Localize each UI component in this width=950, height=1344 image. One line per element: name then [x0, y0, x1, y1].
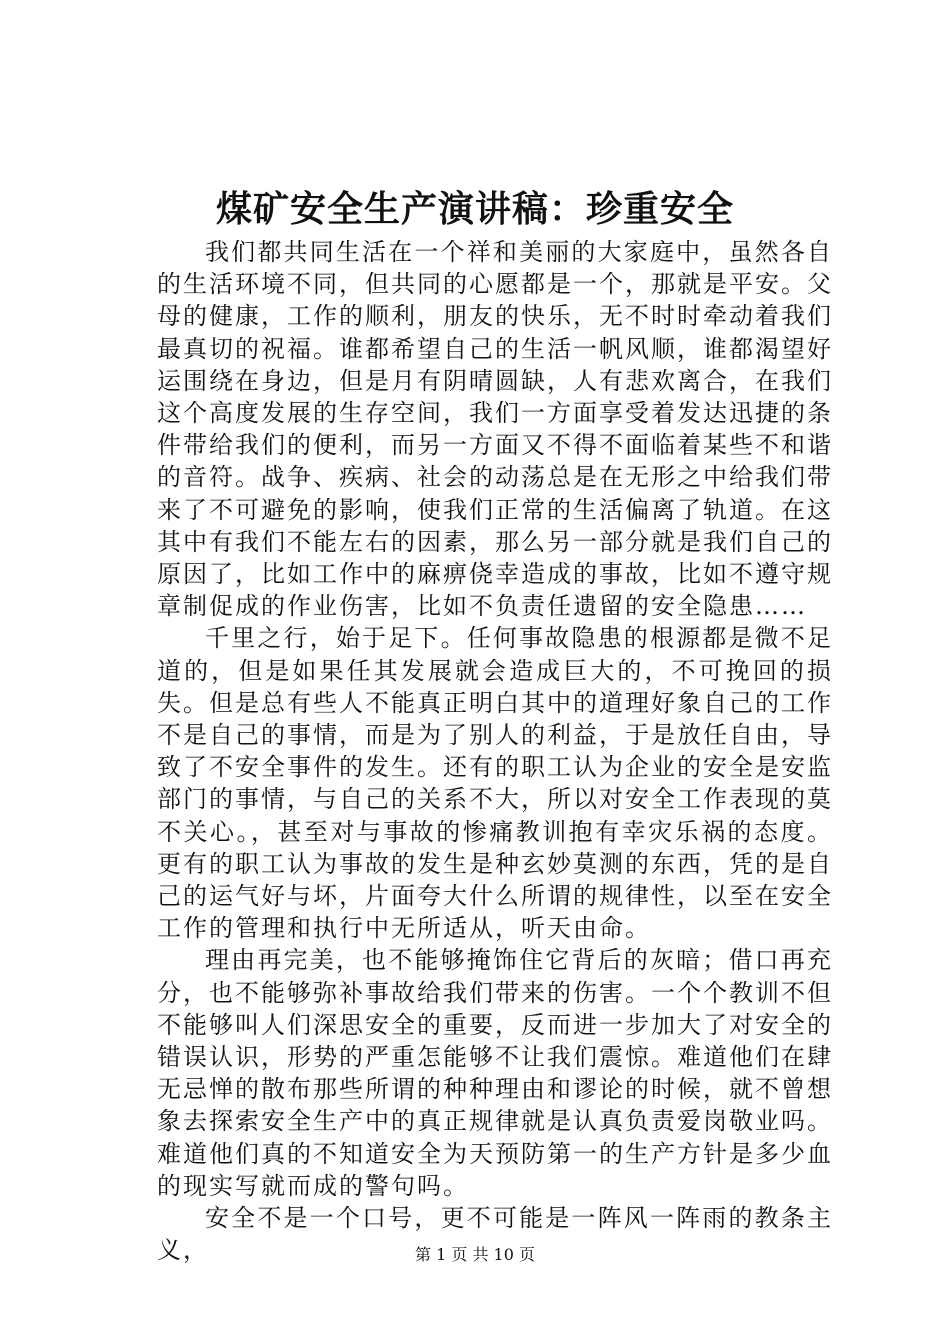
paragraph: 安全不是一个口号，更不可能是一阵风一阵雨的教条主义，: [157, 1204, 833, 1265]
document-title: 煤矿安全生产演讲稿：珍重安全: [215, 188, 734, 230]
paragraph: 千里之行，始于足下。任何事故隐患的根源都是微不足道的，但是如果任其发展就会造成巨大的，不可挽回的损失。但是总有些人不能真正明白其中的道理好象自己的工作不是自己的事情，而是为了别人的利益，于是放任自由，导致了不安全事件的发生。还有的职工认为企业的安全是安监部门的事情，与自己的关系不大，所以对安全工作表现的莫不关心。，甚至对与事故的惨痛教训抱有幸灾乐祸的态度。更有的职工认为事故的发生是种玄妙莫测的东西，凭的是自己的运气好与坏，片面夸大什么所谓的规律性，以至在安全工作的管理和执行中无所适从，听天由命。: [157, 624, 833, 943]
paragraph: 我们都共同生活在一个祥和美丽的大家庭中，虽然各自的生活环境不同，但共同的心愿都是一个，那就是平安。父母的健康，工作的顺利，朋友的快乐，无不时时牵动着我们最真切的祝福。谁都希望自己的生活一帆风顺，谁都渴望好运围绕在身边，但是月有阴晴圆缺，人有悲欢离合，在我们这个高度发展的生存空间，我们一方面享受着发达迅捷的条件带给我们的便利，而另一方面又不得不面临着某些不和谐的音符。战争、疾病、社会的动荡总是在无形之中给我们带来了不可避免的影响，使我们正常的生活偏离了轨道。在这其中有我们不能左右的因素，那么另一部分就是我们自己的原因了，比如工作中的麻痹侥幸造成的事故，比如不遵守规章制促成的作业伤害，比如不负责任遗留的安全隐患……: [157, 238, 833, 621]
page-number-footer: 第 1 页 共 10 页: [415, 1245, 535, 1264]
paragraph: 理由再完美，也不能够掩饰住它背后的灰暗；借口再充分，也不能够弥补事故给我们带来的伤害。一个个教训不但不能够叫人们深思安全的重要，反而进一步加大了对安全的错误认识，形势的严重怎能够不让我们震惊。难道他们在肆无忌惮的散布那些所谓的种种理由和谬论的时候，就不曾想象去探索安全生产中的真正规律就是认真负责爱岗敬业吗。难道他们真的不知道安全为天预防第一的生产方针是多少血的现实写就而成的警句吗。: [157, 946, 833, 1200]
document-body: [157, 236, 833, 1267]
